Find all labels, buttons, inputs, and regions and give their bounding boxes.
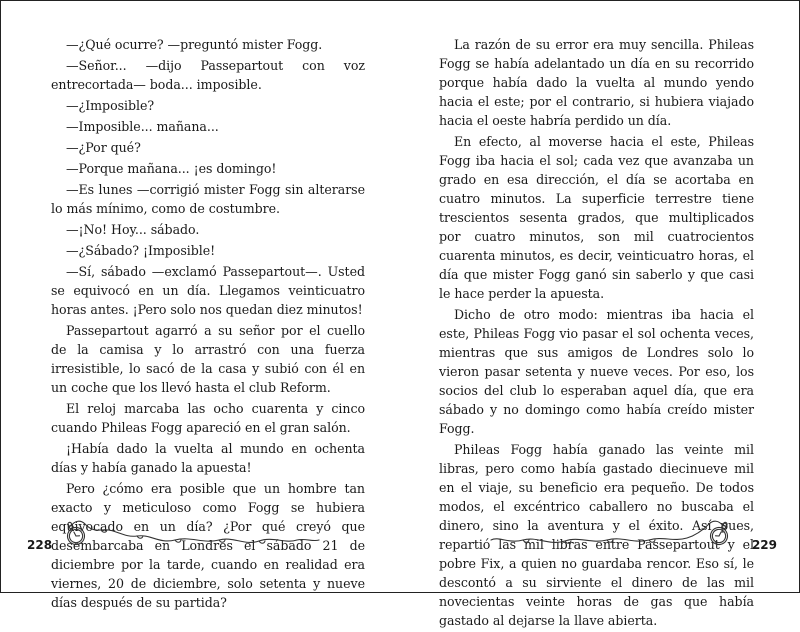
pocket-watch-icon	[61, 514, 321, 558]
paragraph: —Sí, sábado —exclamó Passepartout—. Usted se equivocó en un día. Llegamos veinticuatro horas antes. ¡Pero solo nos quedan diez minutos!	[51, 264, 365, 317]
paragraph: El reloj marcaba las ocho cuarenta y cinco cuando Phileas Fogg apareció en el gran salón.	[51, 401, 365, 435]
paragraph: Pero ¿cómo era posible que un hombre tan exacto y meticuloso como Fogg se hubiera equivocado en un día? ¿Por qué creyó que desembarcaba en Londres el sábado 21 de diciembre por la tarde, cuando en realidad era viernes, 20 de diciembre, solo setenta y nueve días después de su partida?	[51, 481, 365, 610]
paragraph: —¿Imposible?	[66, 98, 155, 113]
left-folio	[27, 514, 327, 558]
paragraph: —¡No! Hoy... sábado.	[66, 222, 200, 237]
paragraph: La razón de su error era muy sencilla. Phileas Fogg se había adelantado un día en su recorrido porque había dado la vuelta al mundo yendo hacia el este; por el contrario, si hubiera viajado hacia el oeste habría perdido un día.	[439, 37, 754, 128]
pocket-watch-icon	[487, 514, 735, 558]
paragraph: Phileas Fogg había ganado las veinte mil libras, pero como había gastado diecinueve mil en el viaje, su beneficio era pequeño. De todos modos, el excéntrico caballero no buscaba el dinero, sino la aventura y el éxito. Así pues, repartió las mil libras entre Passepartout y el pobre Fix, a quien no guardaba rencor. Eso sí, le descontó a su sirviente el dinero de las mil novecientas veinte horas de gas que había gastado al dejarse la llave abierta.	[439, 442, 754, 628]
paragraph: —Señor... —dijo Passepartout con voz entrecortada— boda... imposible.	[51, 58, 365, 92]
paragraph: —Es lunes —corrigió mister Fogg sin alterarse lo más mínimo, como de costumbre.	[51, 182, 365, 216]
paragraph: Passepartout agarró a su señor por el cuello de la camisa y lo arrastró con una fuerza irresistible, lo sacó de la casa y subió con él en un coche que los llevó hasta el club Reform.	[51, 323, 365, 395]
paragraph: Dicho de otro modo: mientras iba hacia el este, Phileas Fogg vio pasar el sol ochenta veces, mientras que sus amigos de Londres solo lo vieron pasar setenta y nueve veces. Por eso, los socios del club lo esperaban aquel día, que era sábado y no domingo como había creído mister Fogg.	[439, 307, 754, 436]
paragraph: —¿Sábado? ¡Imposible!	[66, 243, 216, 258]
right-folio	[487, 514, 777, 558]
page-number: 228	[27, 538, 53, 552]
paragraph: —¿Qué ocurre? —preguntó mister Fogg.	[66, 37, 323, 52]
paragraph: —Porque mañana... ¡es domingo!	[66, 161, 277, 176]
paragraph: —¿Por qué?	[66, 140, 141, 155]
paragraph: —Imposible... mañana...	[66, 119, 219, 134]
paragraph: En efecto, al moverse hacia el este, Phileas Fogg iba hacia el sol; cada vez que avanzaba un grado en esa dirección, el día se acortaba en cuatro minutos. La superficie terrestre tiene trescientos sesenta grados, que multiplicados por cuatro minutos, son mil cuatrocientos cuarenta minutos, es decir, veinticuatro horas, el día que mister Fogg ganó sin saberlo y que casi le hace perder la apuesta.	[439, 134, 754, 301]
page-number: 229	[751, 538, 777, 552]
paragraph: ¡Había dado la vuelta al mundo en ochenta días y había ganado la apuesta!	[51, 441, 365, 475]
